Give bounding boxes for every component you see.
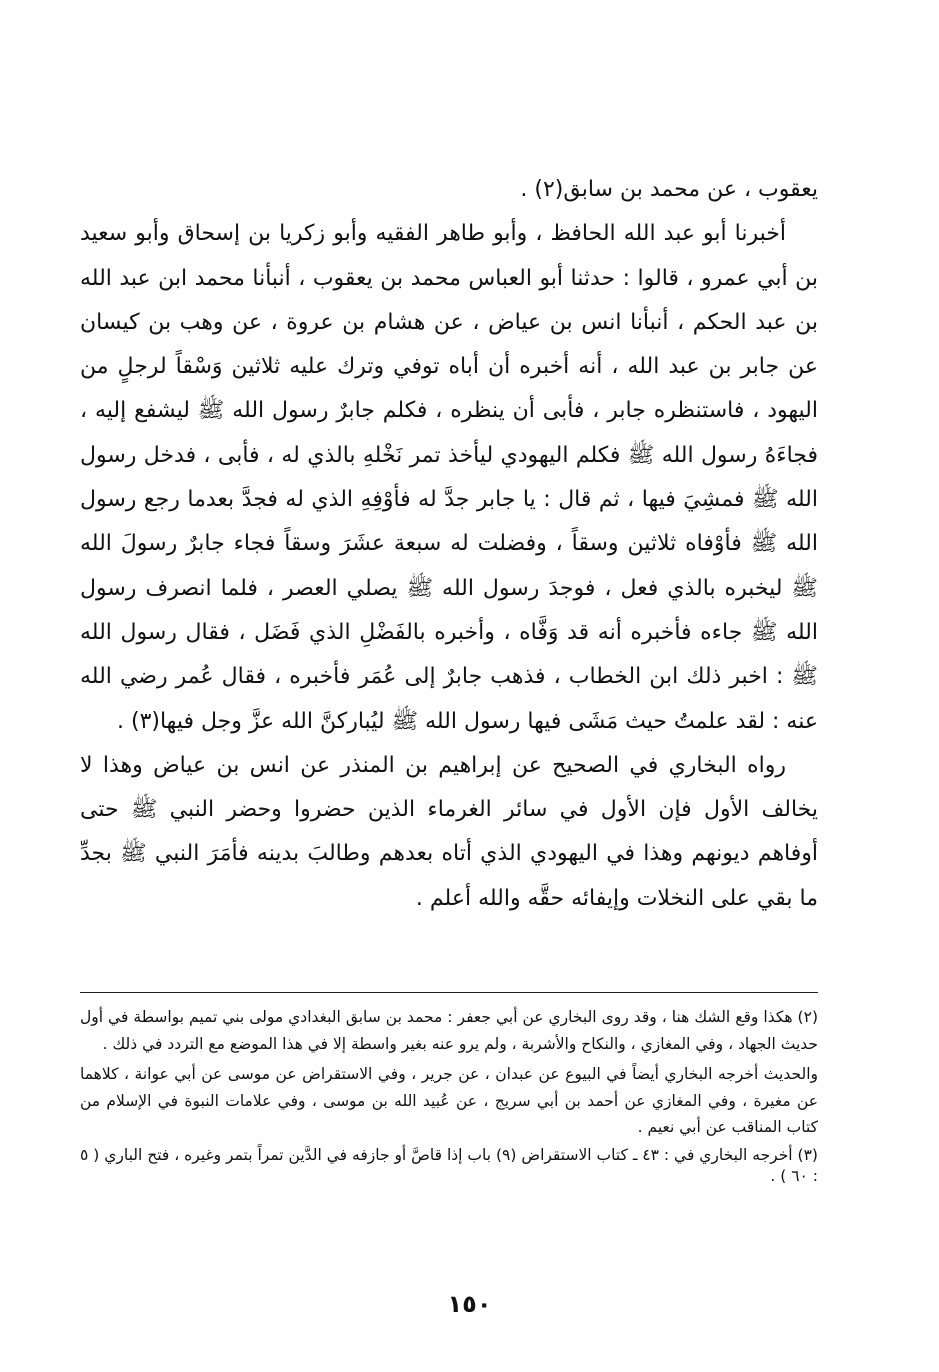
footnote-separator [80, 992, 818, 993]
main-text [80, 168, 818, 921]
footnotes [80, 1004, 818, 1187]
text-paragraph: أخبرنا أبو عبد الله الحافظ ، وأبو طاهر الفقيه وأبو زكريا بن إسحاق وأبو سعيد بن أبي عمرو ، قالوا : حدثنا أبو العباس محمد بن يعقوب ، أنبأنا محمد ابن عبد الله بن عبد الحكم ، أنبأنا انس بن عياض ، عن هشام بن عروة ، عن وهب بن كيسان عن جابر بن عبد الله ، أنه أخبره أن أباه توفي وترك عليه ثلاثين وَسْقاً لرجلٍ من اليهود ، فاستنظره جابر ، فأبى أن ينظره ، فكلم جابرٌ رسول الله ﷺ ليشفع إليه ، فجاءَهُ رسول الله ﷺ فكلم اليهودي ليأخذ تمر نَخْلهِ بالذي له ، فأبى ، فدخل رسول الله ﷺ فمشِيَ فيها ، ثم قال : يا جابر جدَّ له فأوْفِهِ الذي له فجدَّ بعدما رجع رسول الله ﷺ فأوْفاه ثلاثين وسقاً ، وفضلت له سبعة عشَرَ وسقاً فجاء جابرٌ رسولَ الله ﷺ ليخبره بالذي فعل ، فوجدَ رسول الله ﷺ يصلي العصر ، فلما انصرف رسول الله ﷺ جاءه فأخبره أنه قد وَفَّاه ، وأخبره بالفَضْلِ الذي فَضَل ، فقال رسول الله ﷺ : اخبر ذلك ابن الخطاب ، فذهب جابرٌ إلى عُمَر فأخبره ، فقال عُمر رضي الله عنه : لقد علمتُ حيث مَشَى فيها رسول الله ﷺ ليُباركنَّ الله عزَّ وجل فيها(٣) . [80, 221, 818, 734]
text-paragraph: رواه البخاري في الصحيح عن إبراهيم بن المنذر عن انس بن عياض وهذا لا يخالف الأول فإن الأول في سائر الغرماء الذين حضروا وحضر النبي ﷺ حتى أوفاهم ديونهم وهذا في اليهودي الذي أتاه بعدهم وطالبَ بدينه فأمَرَ النبي ﷺ بجدِّ ما بقي على النخلات وإيفائه حقَّه والله أعلم . [80, 752, 818, 911]
text-paragraph: يعقوب ، عن محمد بن سابق(٢) . [520, 177, 818, 202]
footnote: (٣) أخرجه البخاري في : ٤٣ ـ كتاب الاستقراض (٩) باب إذا قاصَّ أو جازفه في الدَّين تمراً بتمر وغيره ، فتح الباري ( ٥ : ٦٠ ) . [80, 1145, 818, 1185]
footnote: (٢) هكذا وقع الشك هنا ، وقد روى البخاري عن أبي جعفر : محمد بن سابق البغدادي مولى بني تميم بواسطة في أول حديث الجهاد ، وفي المغازي ، والنكاح والأشربة ، ولم يرو عنه بغير واسطة إلا في هذا الموضع مع التردد في ذلك . [80, 1008, 818, 1053]
footnote: والحديث أخرجه البخاري أيضاً في البيوع عن عبدان ، عن جرير ، وفي الاستقراض عن موسى عن أبي عوانة ، كلاهما عن مغيرة ، وفي المغازي عن أحمد بن أبي سريج ، عن عُبيد الله بن موسى ، وفي علامات النبوة في الإسلام من كتاب المناقب عن أبي نعيم . [80, 1065, 818, 1136]
page-number: ١٥٠ [447, 1290, 492, 1318]
